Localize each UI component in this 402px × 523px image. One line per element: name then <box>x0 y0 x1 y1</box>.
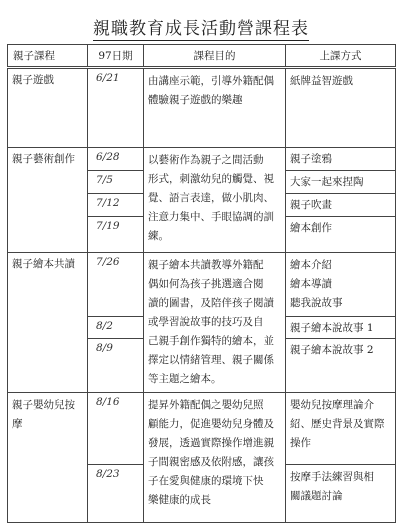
date-cell: 7/19 <box>88 217 144 253</box>
goal-line: 等主題之繪本。 <box>148 373 222 385</box>
method-line: 關議題討論 <box>290 490 343 502</box>
method-cell <box>286 465 396 523</box>
goal-line: 練。 <box>148 230 169 242</box>
date-cell: 6/21 <box>88 68 144 148</box>
method-cell <box>286 253 396 317</box>
schedule-table <box>7 44 396 523</box>
goal-line: 或學習說故事的技巧及自 <box>148 316 264 328</box>
header-goal: 課程目的 <box>144 45 286 68</box>
method-line: 繪本介紹 <box>290 259 332 271</box>
course-line: 親子嬰幼兒按 <box>12 399 75 411</box>
method-cell: 大家一起來捏陶 <box>286 171 396 194</box>
goal-line: 偶如何為孩子挑選適合閱 <box>148 278 264 290</box>
method-line: 操作 <box>290 437 311 449</box>
date-cell: 8/9 <box>88 339 144 393</box>
date-cell: 7/26 <box>88 253 144 317</box>
goal-cell <box>144 68 286 148</box>
course-cell: 親子藝術創作 <box>8 148 88 253</box>
goal-cell <box>144 148 286 253</box>
method-cell <box>286 393 396 465</box>
method-line: 紹、歷史背景及實際 <box>290 418 385 430</box>
date-cell: 8/2 <box>88 317 144 339</box>
method-cell: 親子吹畫 <box>286 194 396 217</box>
method-line: 繪本導讀 <box>290 278 332 290</box>
method-cell <box>286 68 396 148</box>
table-row <box>8 148 396 171</box>
goal-line: 親子繪本共讀教導外籍配 <box>148 259 264 271</box>
goal-line: 樂健康的成長 <box>148 494 211 506</box>
method-cell: 親子繪本說故事 1 <box>286 317 396 339</box>
course-cell: 親子遊戲 <box>8 68 88 148</box>
goal-line: 子間親密感及依附感，讓孩 <box>148 456 274 468</box>
course-cell: 親子繪本共讀 <box>8 253 88 393</box>
date-cell: 6/28 <box>88 148 144 171</box>
goal-line: 子在愛與健康的環境下快 <box>148 475 264 487</box>
table-row <box>8 393 396 465</box>
method-cell: 親子繪本說故事 2 <box>286 339 396 393</box>
goal-cell <box>144 253 286 393</box>
method-line: 紙牌益智遊戲 <box>290 75 353 87</box>
date-cell: 8/23 <box>88 465 144 523</box>
method-line: 聽我說故事 <box>290 297 343 309</box>
method-cell: 繪本創作 <box>286 217 396 253</box>
title-text: 親職教育成長活動營課程表 <box>93 19 309 39</box>
goal-line: 覺、語言表達，做小肌肉、 <box>148 192 274 204</box>
header-row <box>8 45 396 68</box>
method-line: 嬰幼兒按摩理論介 <box>290 399 374 411</box>
page-title <box>0 14 402 39</box>
goal-line: 讀的圖書，及陪伴孩子閱讀 <box>148 297 274 309</box>
goal-line: 注意力集中、手眼協調的訓 <box>148 211 274 223</box>
goal-line: 顧能力，促進嬰幼兒身體及 <box>148 418 274 430</box>
goal-cell <box>144 393 286 523</box>
date-cell: 7/5 <box>88 171 144 194</box>
goal-line: 提昇外籍配偶之嬰幼兒照 <box>148 399 264 411</box>
header-date: 97日期 <box>88 45 144 68</box>
method-cell: 親子塗鴉 <box>286 148 396 171</box>
goal-line: 由講座示範，引導外籍配偶 <box>148 75 274 87</box>
goal-line: 擇定以情緒管理、親子關係 <box>148 354 274 366</box>
header-method: 上課方式 <box>286 45 396 68</box>
goal-line: 己親手創作獨特的繪本，並 <box>148 335 274 347</box>
goal-line: 以藝術作為親子之間活動 <box>148 154 264 166</box>
method-line: 按摩手法練習與相 <box>290 471 374 483</box>
goal-line: 體驗親子遊戲的樂趣 <box>148 94 243 106</box>
header-course: 親子課程 <box>8 45 88 68</box>
course-line: 摩 <box>12 418 23 430</box>
date-cell: 8/16 <box>88 393 144 465</box>
course-cell <box>8 393 88 523</box>
goal-line: 形式，刺激幼兒的觸覺、視 <box>148 173 274 185</box>
date-cell: 7/12 <box>88 194 144 217</box>
table-row <box>8 253 396 317</box>
goal-line: 發展，透過實際操作增進親 <box>148 437 274 449</box>
table-row <box>8 68 396 148</box>
